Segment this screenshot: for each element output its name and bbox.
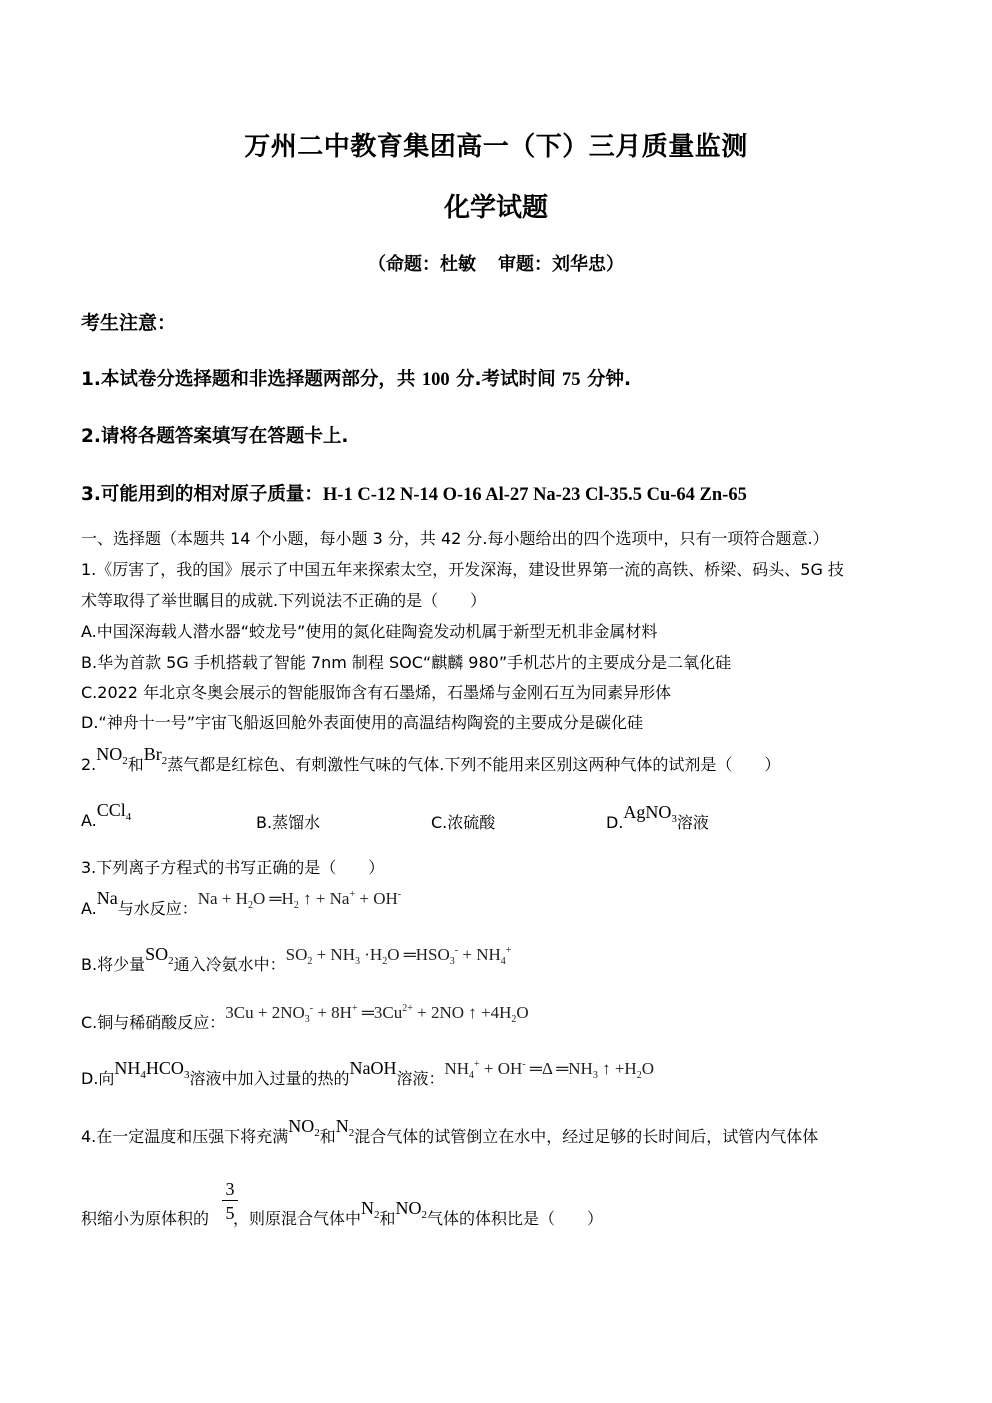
q3-stem: 3.下列离子方程式的书写正确的是（ ） (81, 858, 385, 877)
notice-item-3: 3.可能用到的相对原子质量：H-1 C-12 N-14 O-16 Al-27 Na-23 Cl-35.5 Cu-64 Zn-65 (81, 484, 747, 505)
formula-no2: $NO_2$ (96, 744, 128, 767)
q1-option-a: A.中国深海载人潜水器“蛟龙号”使用的氮化硅陶瓷发动机属于新型无机非金属材料 (81, 622, 658, 641)
q4-stem-line2: 积缩小为原体积的 ，则原混合气体中$N_2$和$NO_2$气体的体积比是（ ） (81, 1198, 604, 1228)
formula-na: Na (96, 888, 118, 908)
formula-so2: $SO_2$ (145, 944, 174, 967)
section1-heading: 一、选择题（本题共 14 个小题，每小题 3 分，共 42 分.每小题给出的四个选项中，只有一项符合题意.） (81, 529, 829, 548)
equation-b: $SO_2 + NH_3 \cdot H_2O$ $═HSO_3^- + NH_4^+$ (285, 945, 512, 967)
formula-nh4hco3: $NH_4HCO_3$ (114, 1058, 190, 1081)
q1-option-d: D.“神舟十一号”宇宙飞船返回舱外表面使用的高温结构陶瓷的主要成分是碳化硅 (81, 713, 643, 732)
exam-authors (0, 250, 992, 276)
q2-option-b: B.蒸馏水 (256, 813, 321, 832)
q1-stem-line2: 术等取得了举世瞩目的成就.下列说法不正确的是（ ） (81, 591, 487, 610)
notice-heading: 考生注意： (81, 312, 177, 334)
formula-n2: $N_2$ (335, 1116, 355, 1139)
q4-stem-line1: 4.在一定温度和压强下将充满$NO_2$和$N_2$混合气体的试管倒立在水中，经过足够的长时间后，试管内气体体 (81, 1116, 819, 1146)
q2-option-c: C.浓硫酸 (431, 813, 496, 832)
atomic-masses: H-1 C-12 N-14 O-16 Al-27 Na-23 Cl-35.5 Cu-64 Zn-65 (322, 485, 747, 505)
equation-d: $NH_4^+ + OH^-$ ═Δ $═NH_3$ ↑ $+H_2O$ (444, 1059, 654, 1081)
formula-agno3: AgNO$_3$ (623, 802, 677, 825)
exam-subtitle: 化学试题 (443, 193, 548, 223)
q3-option-b: B.将少量$SO_2$通入冷氨水中：$SO_2 + NH_3 \cdot H_2O$ $═HSO_3^- + NH_4^+$ (81, 944, 512, 974)
formula-no2: $NO_2$ (395, 1198, 428, 1221)
formula-ccl4: CCl$_4$ (96, 800, 132, 823)
q3-option-c: C.铜与稀硝酸反应：$3Cu + 2NO_3^- + 8H^+$ $═3Cu^{2+} + 2NO$ ↑ $+4H_2O$ (81, 1003, 529, 1032)
formula-naoh: NaOH (349, 1058, 397, 1078)
formula-br2: $Br_2$ (143, 744, 168, 767)
fraction-three-fifths: $\frac{3}{5}$ (222, 1178, 238, 1225)
q2-option-d: D.AgNO$_3$溶液 (606, 802, 709, 832)
q1-stem-line1: 1.《厉害了，我的国》展示了中国五年来探索太空，开发深海，建设世界第一流的高铁、桥梁、码头、5G 技 (81, 560, 844, 579)
q3-option-a: A.Na与水反应：$Na + H_2O$ $═H_2$ ↑ + Na+ + OH- (81, 888, 402, 918)
q3-option-d: D.向$NH_4HCO_3$溶液中加入过量的热的NaOH溶液：$NH_4^+ + OH^-$ ═Δ $═NH_3$ ↑ $+H_2O$ (81, 1058, 654, 1088)
q1-option-c: C.2022 年北京冬奥会展示的智能服饰含有石墨烯，石墨烯与金刚石互为同素异形体 (81, 683, 672, 702)
q2-stem: $2.NO_2$和$Br_2$蒸气都是红棕色、有刺激性气味的气体.下列不能用来区别这两种气体的试剂是（ ） (81, 744, 781, 774)
formula-n2: $N_2$ (361, 1198, 380, 1221)
notice-item-2: 2.请将各题答案填写在答题卡上. (81, 426, 349, 447)
exam-title: 万州二中教育集团高一（下）三月质量监测 (244, 132, 748, 162)
equation-c: $3Cu + 2NO_3^- + 8H^+$ $═3Cu^{2+} + 2NO$ ↑ $+4H_2O$ (225, 1003, 529, 1025)
q1-option-b: B.华为首款 5G 手机搭载了智能 7nm 制程 SOC“麒麟 980”手机芯片的主要成分是二氧化硅 (81, 653, 732, 672)
q2-option-a: A.CCl$_4$ (81, 800, 132, 830)
author-setter: （命题：杜敏 (368, 254, 476, 275)
equation-a: $Na + H_2O$ $═H_2$ ↑ + Na+ + OH- (197, 889, 402, 911)
notice-item-1: 1.本试卷分选择题和非选择题两部分，共 100 分.考试时间 75 分钟. (81, 369, 631, 390)
formula-no2: $NO_2$ (288, 1116, 320, 1139)
author-reviewer: 审题：刘华忠） (498, 254, 624, 275)
